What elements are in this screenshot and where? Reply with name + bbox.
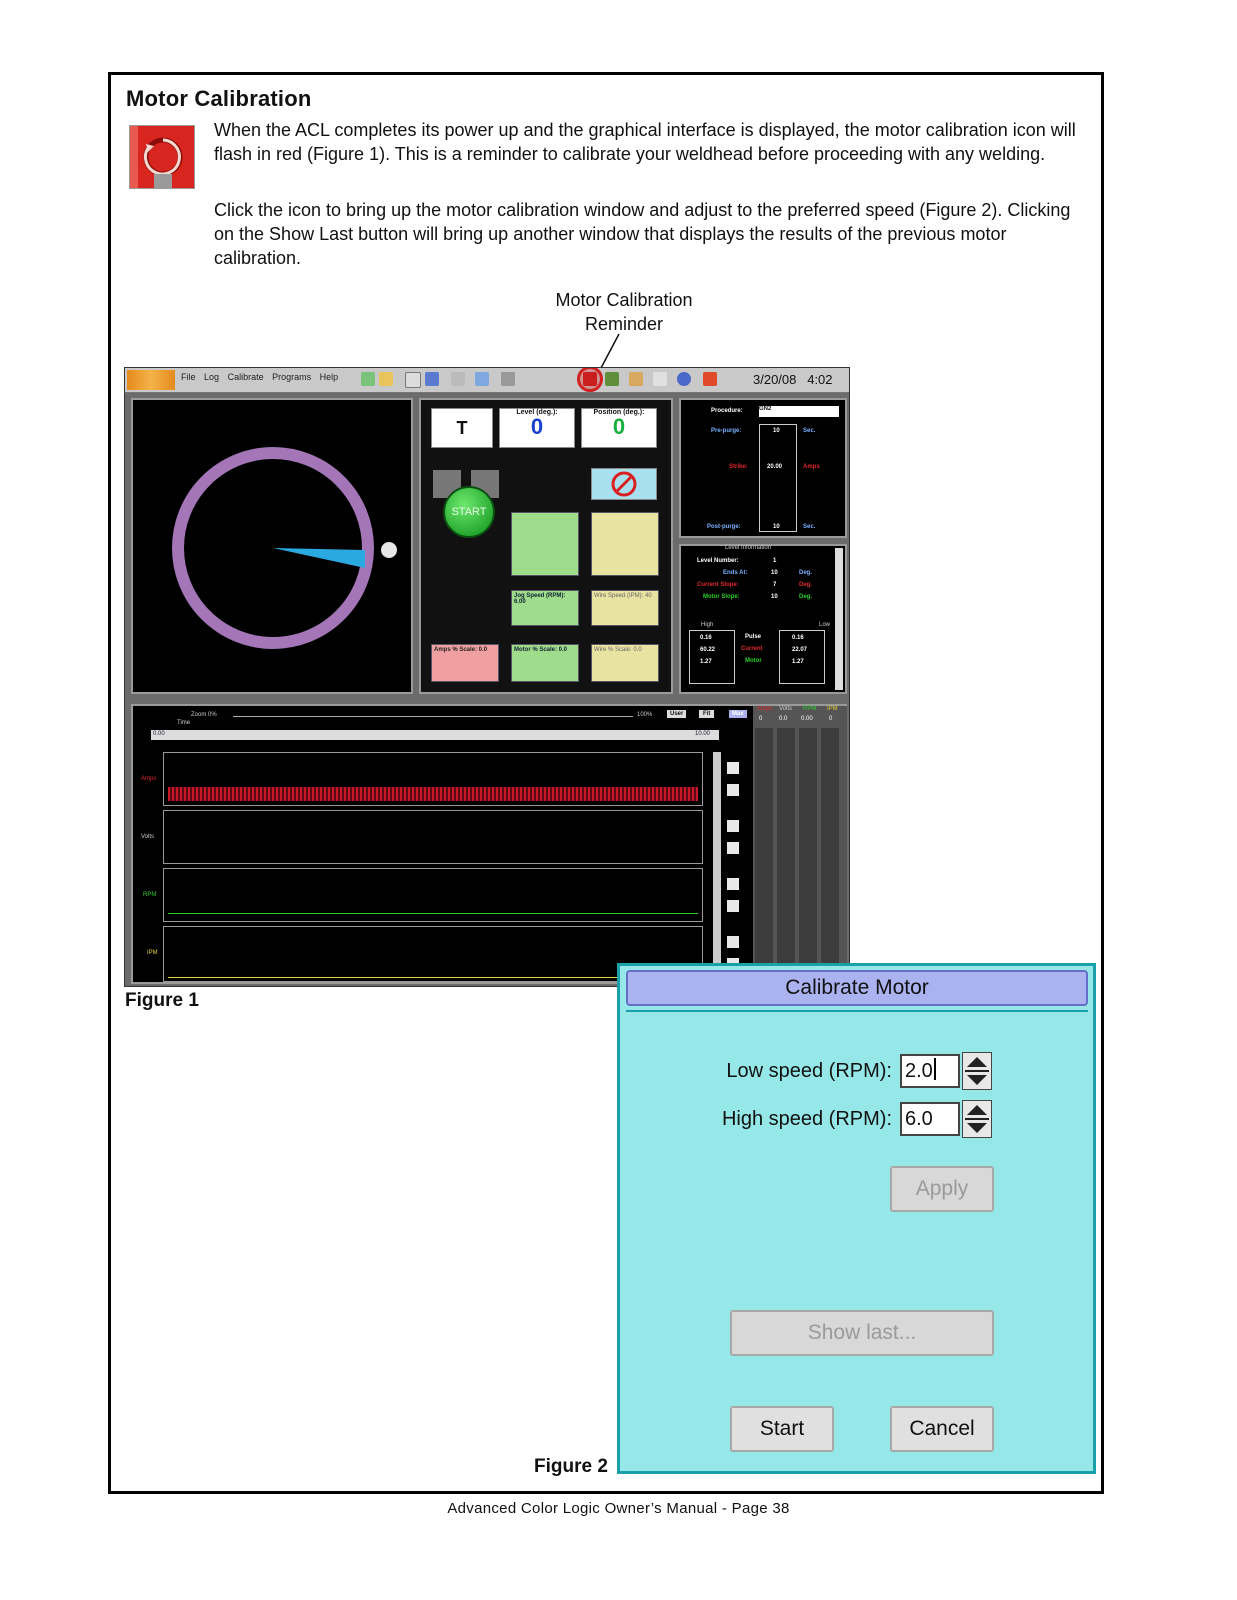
volts-meter-bar xyxy=(777,728,795,984)
prepurge-value: 10 xyxy=(773,428,780,434)
save-as-icon[interactable] xyxy=(425,372,439,386)
level-scrollbar[interactable] xyxy=(835,548,843,690)
strike-label: Strike: xyxy=(729,464,748,470)
current-slope-label: Current Slope: xyxy=(697,582,739,588)
ends-at-label: Ends At: xyxy=(723,570,748,576)
low-speed-label: Low speed (RPM): xyxy=(726,1060,892,1082)
callout-line-2: Reminder xyxy=(584,314,664,334)
figure1-label: Figure 1 xyxy=(125,990,199,1011)
user-button[interactable]: User xyxy=(667,710,686,718)
dialog-title: Calibrate Motor xyxy=(626,970,1088,1006)
callout-text xyxy=(520,288,728,336)
logo xyxy=(127,370,175,390)
rpm-trace xyxy=(168,913,698,914)
reminder-highlight-circle xyxy=(577,367,603,392)
high-label: High xyxy=(701,622,714,628)
folder-icon[interactable] xyxy=(379,372,393,386)
low-values-box xyxy=(779,630,825,684)
zoom-slider[interactable] xyxy=(233,716,633,717)
control-panel xyxy=(419,398,673,694)
high-speed-input[interactable]: 6.0 xyxy=(900,1102,960,1136)
amps-meter-bar xyxy=(755,728,773,984)
calibrate-motor-dialog xyxy=(617,963,1096,1474)
max-button[interactable]: Max xyxy=(729,710,747,718)
level-info-panel xyxy=(679,544,847,694)
motor-label: Motor xyxy=(745,658,762,664)
high-pulse: 0.16 xyxy=(700,635,712,641)
motor-calibration-icon xyxy=(129,125,195,189)
amps-scale-control[interactable]: Amps % Scale: 0.0 xyxy=(431,644,499,682)
callout-line-1: Motor Calibration xyxy=(555,290,693,310)
print-icon[interactable] xyxy=(475,372,489,386)
motor-slope-value: 10 xyxy=(771,594,778,600)
high-current: 60.22 xyxy=(700,647,716,653)
pulse-label: Pulse xyxy=(745,634,762,640)
prepurge-unit: Sec. xyxy=(803,428,816,434)
low-speed-spinner[interactable] xyxy=(962,1052,992,1090)
strike-unit: Amps xyxy=(803,464,820,470)
date-readout: 3/20/08 xyxy=(753,372,797,387)
low-label: Low xyxy=(819,622,831,628)
cancel-button[interactable]: Cancel xyxy=(890,1406,994,1452)
volts-meter-label: Volts xyxy=(779,706,793,712)
purge-column xyxy=(759,424,797,532)
rpm-axis-label: RPM xyxy=(143,892,157,898)
zoom-label: Zoom 0% xyxy=(191,712,217,718)
level-label: Level (deg.): xyxy=(516,409,558,416)
t-display: T xyxy=(431,408,493,448)
prepurge-label: Pre-purge: xyxy=(711,428,742,434)
wire-speed-control[interactable]: Wire Speed (IPM): 40 xyxy=(591,590,659,626)
sound-icon[interactable] xyxy=(501,372,515,386)
new-icon[interactable] xyxy=(361,372,375,386)
no-entry-icon[interactable] xyxy=(591,468,657,500)
level-number-value: 1 xyxy=(773,558,777,564)
volts-meter-value: 0.0 xyxy=(779,716,788,722)
jog-speed-control[interactable]: Jog Speed (RPM): 6.00 xyxy=(511,590,579,626)
show-last-button[interactable]: Show last... xyxy=(730,1310,994,1356)
rpm-meter-value: 0.00 xyxy=(801,716,813,722)
high-values-box xyxy=(689,630,735,684)
wire-scale-control[interactable]: Wire % Scale: 0.0 xyxy=(591,644,659,682)
current-label: Current xyxy=(741,646,763,652)
postpurge-value: 10 xyxy=(773,524,780,530)
time-scrollbar[interactable] xyxy=(151,730,719,740)
fit-button[interactable]: Fit xyxy=(699,710,714,718)
menu-programs[interactable]: Programs xyxy=(272,372,312,382)
level-value: 0 xyxy=(530,414,544,439)
menu-calibrate[interactable]: Calibrate xyxy=(227,372,264,382)
menu-items xyxy=(181,372,338,382)
time-label: Time xyxy=(177,720,191,726)
weld-plot-panel xyxy=(131,704,847,984)
intro-paragraph: When the ACL completes its power up and the graphical interface is displayed, the motor calibration icon will flash in red (Figure 1). This is a reminder to calibrate your weldhead before proceeding with any welding. xyxy=(214,120,1076,164)
low-pulse: 0.16 xyxy=(792,635,804,641)
save-icon[interactable] xyxy=(405,372,421,388)
amps-meter-label: Amps xyxy=(757,706,773,712)
postpurge-label: Post-purge: xyxy=(707,524,741,530)
strike-value: 20.00 xyxy=(767,464,783,470)
low-current: 22.07 xyxy=(792,647,808,653)
position-value: 0 xyxy=(612,414,626,439)
amps-chart xyxy=(163,752,703,806)
position-dial xyxy=(133,400,411,692)
motor-slope-label: Motor Slope: xyxy=(703,594,740,600)
current-slope-unit: Deg. xyxy=(799,582,813,588)
page-footer: Advanced Color Logic Owner’s Manual - Page 38 xyxy=(447,1500,790,1517)
zoom-icons[interactable] xyxy=(727,762,739,982)
time-readout: 4:02 xyxy=(807,372,833,387)
procedure-panel xyxy=(679,398,847,538)
motor-slope-unit: Deg. xyxy=(799,594,813,600)
figure2-label: Figure 2 xyxy=(534,1456,608,1477)
position-dial-panel xyxy=(131,398,413,694)
level-info-title: Level Information xyxy=(725,545,772,551)
figure1-screenshot xyxy=(124,367,850,987)
pencil-icon[interactable] xyxy=(653,372,667,386)
position-label: Position (deg.): xyxy=(593,409,645,416)
ends-at-value: 10 xyxy=(771,570,778,576)
low-speed-input[interactable] xyxy=(900,1054,960,1088)
menu-help[interactable]: Help xyxy=(319,372,339,382)
amps-axis-label: Amps xyxy=(141,776,157,782)
high-speed-label: High speed (RPM): xyxy=(721,1108,892,1130)
wire-disabled-button[interactable] xyxy=(591,512,659,576)
ipm-axis-label: IPM xyxy=(147,950,158,956)
menu-log[interactable]: Log xyxy=(204,372,220,382)
low-speed-value: 2.0 xyxy=(905,1060,933,1082)
high-motor: 1.27 xyxy=(700,659,712,665)
rpm-meter-bar xyxy=(799,728,817,984)
postpurge-unit: Sec. xyxy=(803,524,816,530)
current-slope-value: 7 xyxy=(773,582,777,588)
ipm-meter-label: IPM xyxy=(827,706,838,712)
weldhead-icon[interactable] xyxy=(605,372,619,386)
clock xyxy=(753,372,833,387)
section-heading: Motor Calibration xyxy=(126,86,312,111)
chart-scrollbar[interactable] xyxy=(713,752,721,982)
instruction-paragraph: Click the icon to bring up the motor calibration window and adjust to the preferred speed (Figure 2). Clicking on the Show Last button will bring up another window that displays the results of the previous motor calibration. xyxy=(214,200,1071,268)
start-button[interactable]: START xyxy=(443,486,495,538)
start-button[interactable]: Start xyxy=(730,1406,834,1452)
apply-button[interactable]: Apply xyxy=(890,1166,994,1212)
ipm-meter-value: 0 xyxy=(829,716,833,722)
volts-chart xyxy=(163,810,703,864)
high-speed-spinner[interactable] xyxy=(962,1100,992,1138)
rpm-chart xyxy=(163,868,703,922)
meters xyxy=(753,706,847,986)
title-separator xyxy=(626,1010,1088,1012)
ipm-meter-bar xyxy=(821,728,839,984)
level-display xyxy=(499,408,575,448)
procedure-field[interactable]: GN2 xyxy=(759,406,839,417)
motor-jog-button[interactable] xyxy=(511,512,579,576)
procedure-label: Procedure: xyxy=(711,408,743,414)
help-ring-icon[interactable] xyxy=(703,372,717,386)
wrench-icon[interactable] xyxy=(629,372,643,386)
amps-trace xyxy=(168,787,698,801)
rpm-meter-label: RPM xyxy=(803,706,817,712)
time-start: 0.00 xyxy=(153,731,165,737)
low-motor: 1.27 xyxy=(792,659,804,665)
level-number-label: Level Number: xyxy=(697,558,739,564)
trash-icon[interactable] xyxy=(451,372,465,386)
position-display xyxy=(581,408,657,448)
volts-axis-label: Volts xyxy=(141,834,155,840)
callout-pointer xyxy=(595,332,625,372)
ends-at-unit: Deg. xyxy=(799,570,813,576)
text-caret xyxy=(934,1058,936,1080)
arrows-icon[interactable] xyxy=(677,372,691,386)
zoom-max-label: 100% xyxy=(637,712,653,718)
menu-file[interactable]: File xyxy=(181,372,196,382)
amps-meter-value: 0 xyxy=(759,716,763,722)
motor-scale-control[interactable]: Motor % Scale: 0.0 xyxy=(511,644,579,682)
menu-bar xyxy=(125,368,849,393)
time-end: 10.00 xyxy=(695,731,711,737)
